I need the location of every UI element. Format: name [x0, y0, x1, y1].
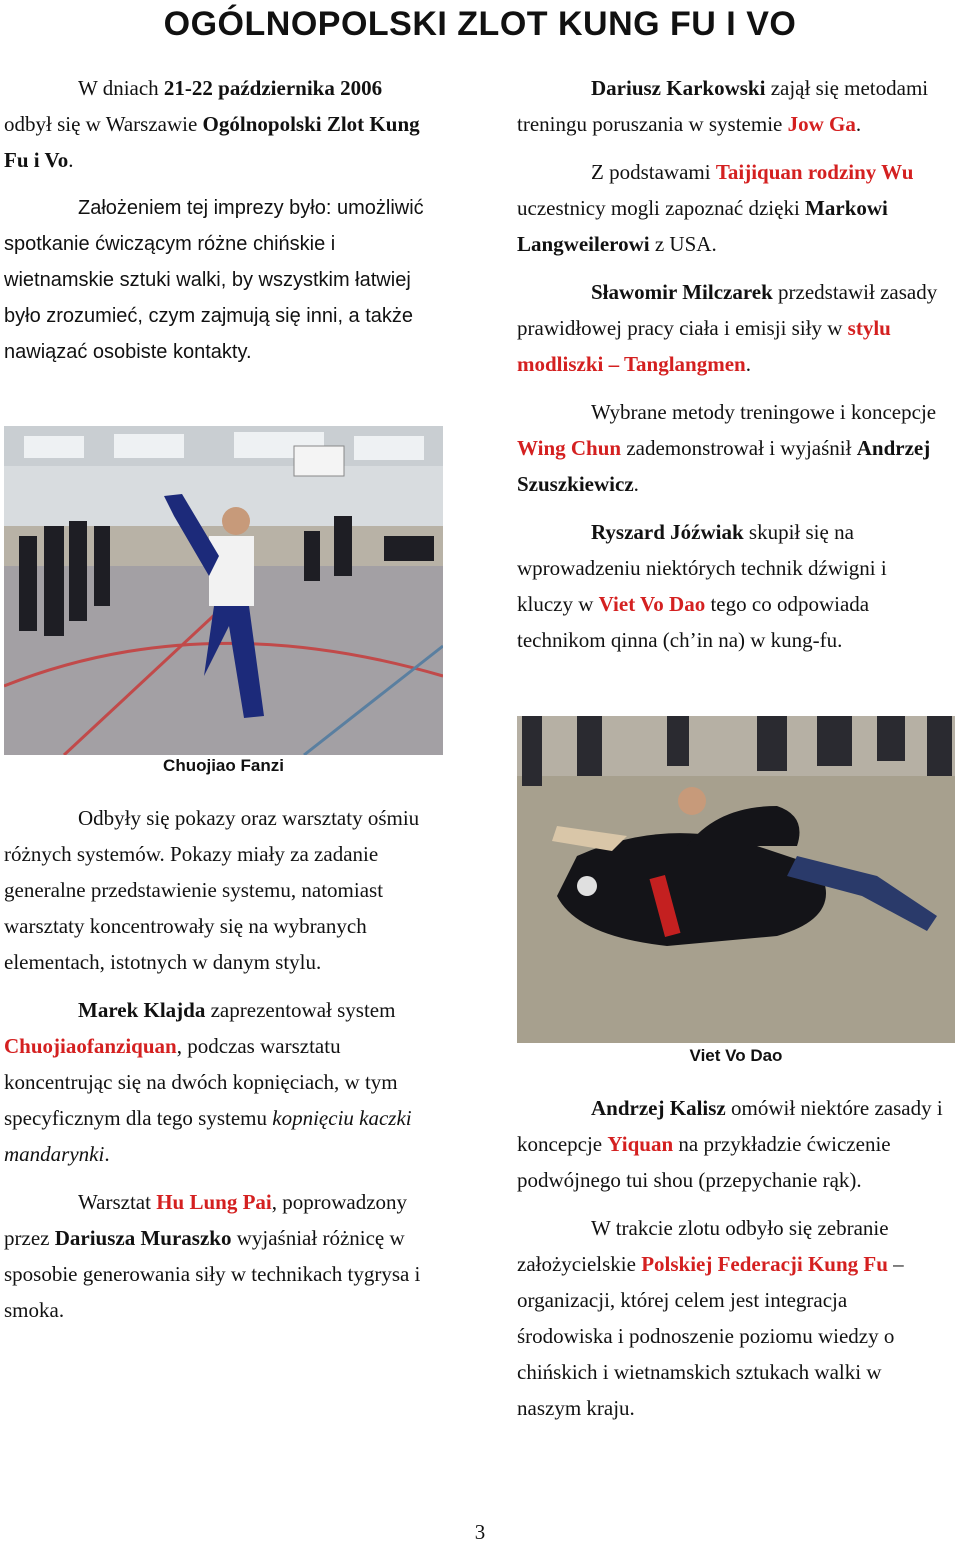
photo-chuojiao-fanzi [4, 426, 443, 755]
person-name: Marek Klajda [78, 998, 206, 1022]
style-name: Jow Ga [787, 112, 856, 136]
hu-lung-pai-paragraph [4, 1184, 434, 1328]
style-name: Wing Chun [517, 436, 622, 460]
person-name: Dariusza Muraszko [54, 1226, 232, 1250]
karkowski-paragraph [517, 70, 947, 142]
style-name: stylu modliszki – Tanglangmen [517, 316, 891, 376]
taijiquan-paragraph [517, 154, 947, 262]
right-column-lower [517, 1090, 947, 1438]
person-name: Sławomir Milczarek [591, 280, 773, 304]
photo-caption: Viet Vo Dao [689, 1046, 783, 1065]
text: z USA. [649, 232, 717, 256]
text: odbył się w Warszawie [4, 112, 203, 136]
style-name: Taijiquan rodziny Wu [715, 160, 914, 184]
text: skupił się na wprowadzeniu niektórych technik dźwigni i kluczy w [517, 520, 887, 616]
style-name: Viet Vo Dao [598, 592, 706, 616]
text: zademonstrował i wyjaśnił [621, 436, 857, 460]
text: . [745, 352, 751, 376]
page-number: 3 [474, 1520, 486, 1544]
purpose-paragraph: Założeniem tej imprezy było: umożliwić spotkanie ćwiczącym różne chińskie i wietnamskie sztuki walki, by wszystkim łatwiej było zrozumieć, czym zajmują się inni, a także nawiązać osobiste kontakty. [4, 197, 424, 363]
style-name: Hu Lung Pai [156, 1190, 272, 1214]
text: W trakcie zlotu odbyło się zebranie założycielskie [517, 1216, 889, 1276]
text: . [855, 112, 862, 136]
technique-name: kopnięciu kaczki mandarynki [4, 1106, 412, 1166]
text: przedstawił zasady prawidłowej pracy ciała i emisji siły w [517, 280, 938, 340]
text: tego co odpowiada technikom qinna (ch’in na) w kung-fu. [517, 592, 870, 652]
text: Z podstawami [591, 160, 716, 184]
right-column [517, 70, 947, 670]
photo-caption: Chuojiao Fanzi [163, 756, 284, 775]
intro-paragraph [4, 70, 434, 178]
text: Wybrane metody treningowe i koncepcje [591, 400, 937, 424]
style-name: Chuojiaofanziquan [4, 1034, 177, 1058]
text: uczestnicy mogli zapoznać dzięki [517, 196, 806, 220]
text: zajął się metodami treningu poruszania w systemie [517, 76, 929, 136]
text: omówił niektóre zasady i koncepcje [517, 1096, 943, 1156]
federation-paragraph [517, 1210, 947, 1426]
text: , poprowadzony przez [4, 1190, 408, 1250]
text: na przykładzie ćwiczenie podwójnego tui shou (przepychanie rąk). [517, 1132, 891, 1192]
person-name: Markowi Langweilerowi [517, 196, 888, 256]
text: , podczas warsztatu koncentrując się na dwóch kopnięciach, w tym specyficznym dla tego systemu [4, 1034, 398, 1130]
systems-paragraph: Odbyły się pokazy oraz warsztaty ośmiu różnych systemów. Pokazy miały za zadanie generalne przedstawienie systemu, natomiast warsztaty koncentrowały się na wybranych elementach, istotnych w danym stylu. [4, 806, 420, 974]
text: wyjaśniał różnicę w sposobie generowania siły w technikach tygrysa i smoka. [4, 1226, 421, 1322]
person-name: Andrzej Kalisz [591, 1096, 726, 1120]
page-title: OGÓLNOPOLSKI ZLOT KUNG FU I VO [163, 5, 797, 43]
left-column [4, 70, 434, 382]
left-column-lower [4, 800, 434, 1340]
person-name: Dariusz Karkowski [591, 76, 766, 100]
person-name: Ryszard Jóźwiak [591, 520, 744, 544]
style-name: Yiquan [607, 1132, 674, 1156]
event-date: 21-22 października 2006 [163, 76, 383, 100]
text: Warsztat [78, 1190, 157, 1214]
milczarek-paragraph [517, 274, 947, 382]
klajda-paragraph [4, 992, 434, 1172]
text: W dniach [78, 76, 164, 100]
photo-viet-vo-dao [517, 716, 955, 1043]
text: . [68, 148, 74, 172]
text: – organizacji, której celem jest integracja środowiska i podnoszenie poziomu wiedzy o chińskich i wietnamskich sztukach walki w naszym kraju. [517, 1252, 904, 1420]
federation-name: Polskiej Federacji Kung Fu [641, 1252, 888, 1276]
person-name: Andrzej Szuszkiewicz [517, 436, 931, 496]
text: . [633, 472, 639, 496]
text: . [104, 1142, 110, 1166]
wing-chun-paragraph [517, 394, 947, 502]
kalisz-paragraph [517, 1090, 947, 1198]
jozwiak-paragraph [517, 514, 947, 658]
event-name: Ogólnopolski Zlot Kung Fu i Vo [4, 112, 420, 172]
text: zaprezentował system [205, 998, 396, 1022]
